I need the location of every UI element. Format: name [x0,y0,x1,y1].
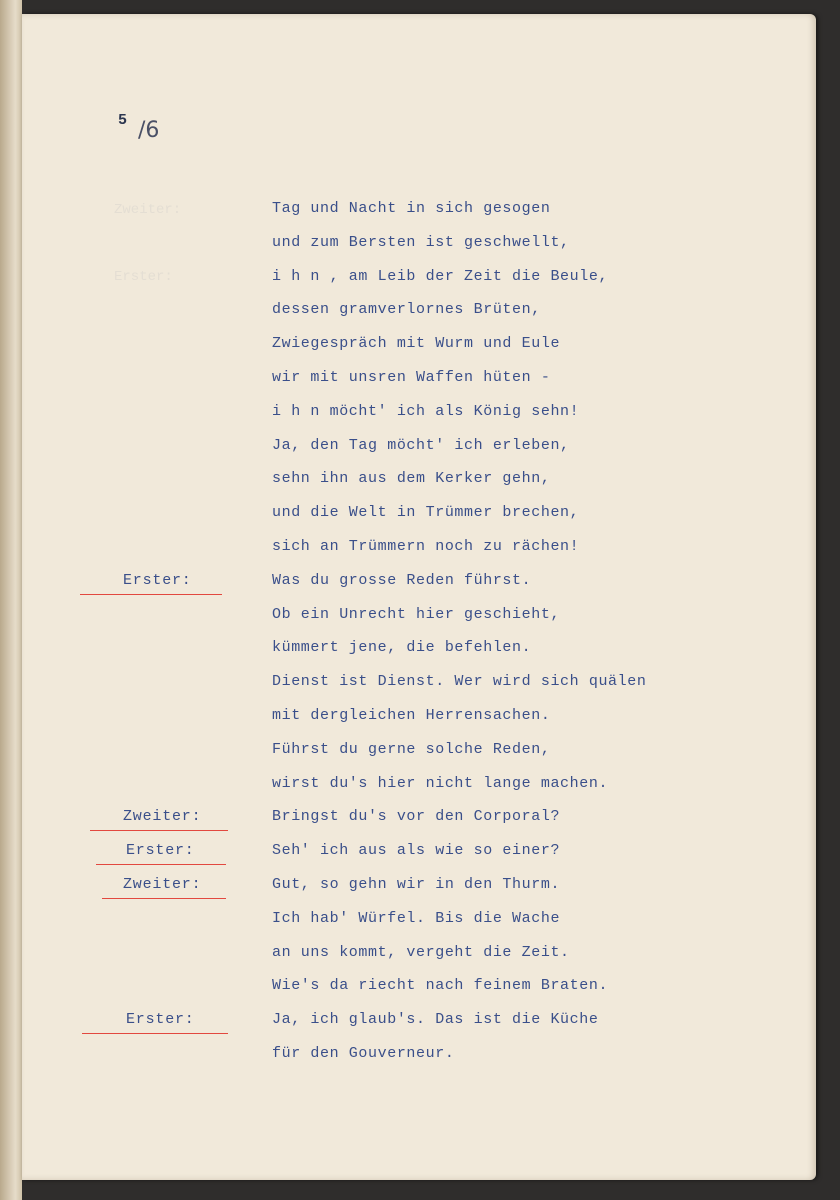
verse-line: Zwiegespräch mit Wurm und Eule [272,335,561,353]
verse-line: Ja, ich glaub's. Das ist die Küche [272,1011,599,1029]
adjacent-page-edge [0,0,22,1200]
verse-line: dessen gramverlornes Brüten, [272,301,541,319]
verse-line: wirst du's hier nicht lange machen. [272,774,609,792]
verse-line: Bringst du's vor den Corporal? [272,808,561,826]
verse-line: sehn ihn aus dem Kerker gehn, [272,470,551,488]
verse-line: sich an Trümmern noch zu rächen! [272,537,580,555]
verse-line: Was du grosse Reden führst. [272,571,532,589]
speaker-label [22,800,262,834]
verse-line: für den Gouverneur. [272,1044,455,1062]
speaker-name: Erster: [123,571,192,589]
verse-line: kümmert jene, die befehlen. [272,639,532,657]
verse-line: Dienst ist Dienst. Wer wird sich quälen [272,673,647,691]
verse-line: i h n , am Leib der Zeit die Beule, [272,267,609,285]
page-number-typed: 5 [118,112,128,129]
verse-line: wir mit unsren Waffen hüten - [272,368,551,386]
speaker-underline [90,830,228,831]
speaker-name: Zweiter: [123,808,202,826]
verse-line: i h n möcht' ich als König sehn! [272,402,580,420]
typescript-page [22,14,816,1180]
speaker-label [22,834,262,868]
verse-block [272,192,792,1071]
speaker-underline [102,898,226,899]
verse-line: Wie's da riecht nach feinem Braten. [272,977,609,995]
verse-line: Ja, den Tag möcht' ich erleben, [272,436,570,454]
speaker-underline [80,594,222,595]
speaker-label [22,868,262,902]
speaker-underline [96,864,226,865]
show-through-text: Erster: [114,269,173,285]
speaker-name: Zweiter: [123,876,202,893]
verse-line: Ich hab' Würfel. Bis die Wache [272,909,561,927]
show-through-text: Zweiter: [114,202,182,218]
verse-line: Tag und Nacht in sich gesogen [272,200,551,217]
speaker-name: Erster: [126,1011,195,1029]
verse-line: und die Welt in Trümmer brechen, [272,504,580,522]
speaker-name: Erster: [126,842,195,860]
verse-line: Ob ein Unrecht hier geschieht, [272,605,561,623]
verse-line: Seh' ich aus als wie so einer? [272,842,561,860]
verse-line: mit dergleichen Herrensachen. [272,706,551,724]
speaker-label [22,1003,262,1037]
page-number-handwritten: /6 [138,118,160,143]
verse-line: und zum Bersten ist geschwellt, [272,233,570,251]
verse-line: an uns kommt, vergeht die Zeit. [272,943,570,961]
speaker-underline [82,1033,228,1034]
verse-line: Führst du gerne solche Reden, [272,740,551,758]
verse-line: Gut, so gehn wir in den Thurm. [272,875,561,893]
speaker-label [22,564,262,598]
